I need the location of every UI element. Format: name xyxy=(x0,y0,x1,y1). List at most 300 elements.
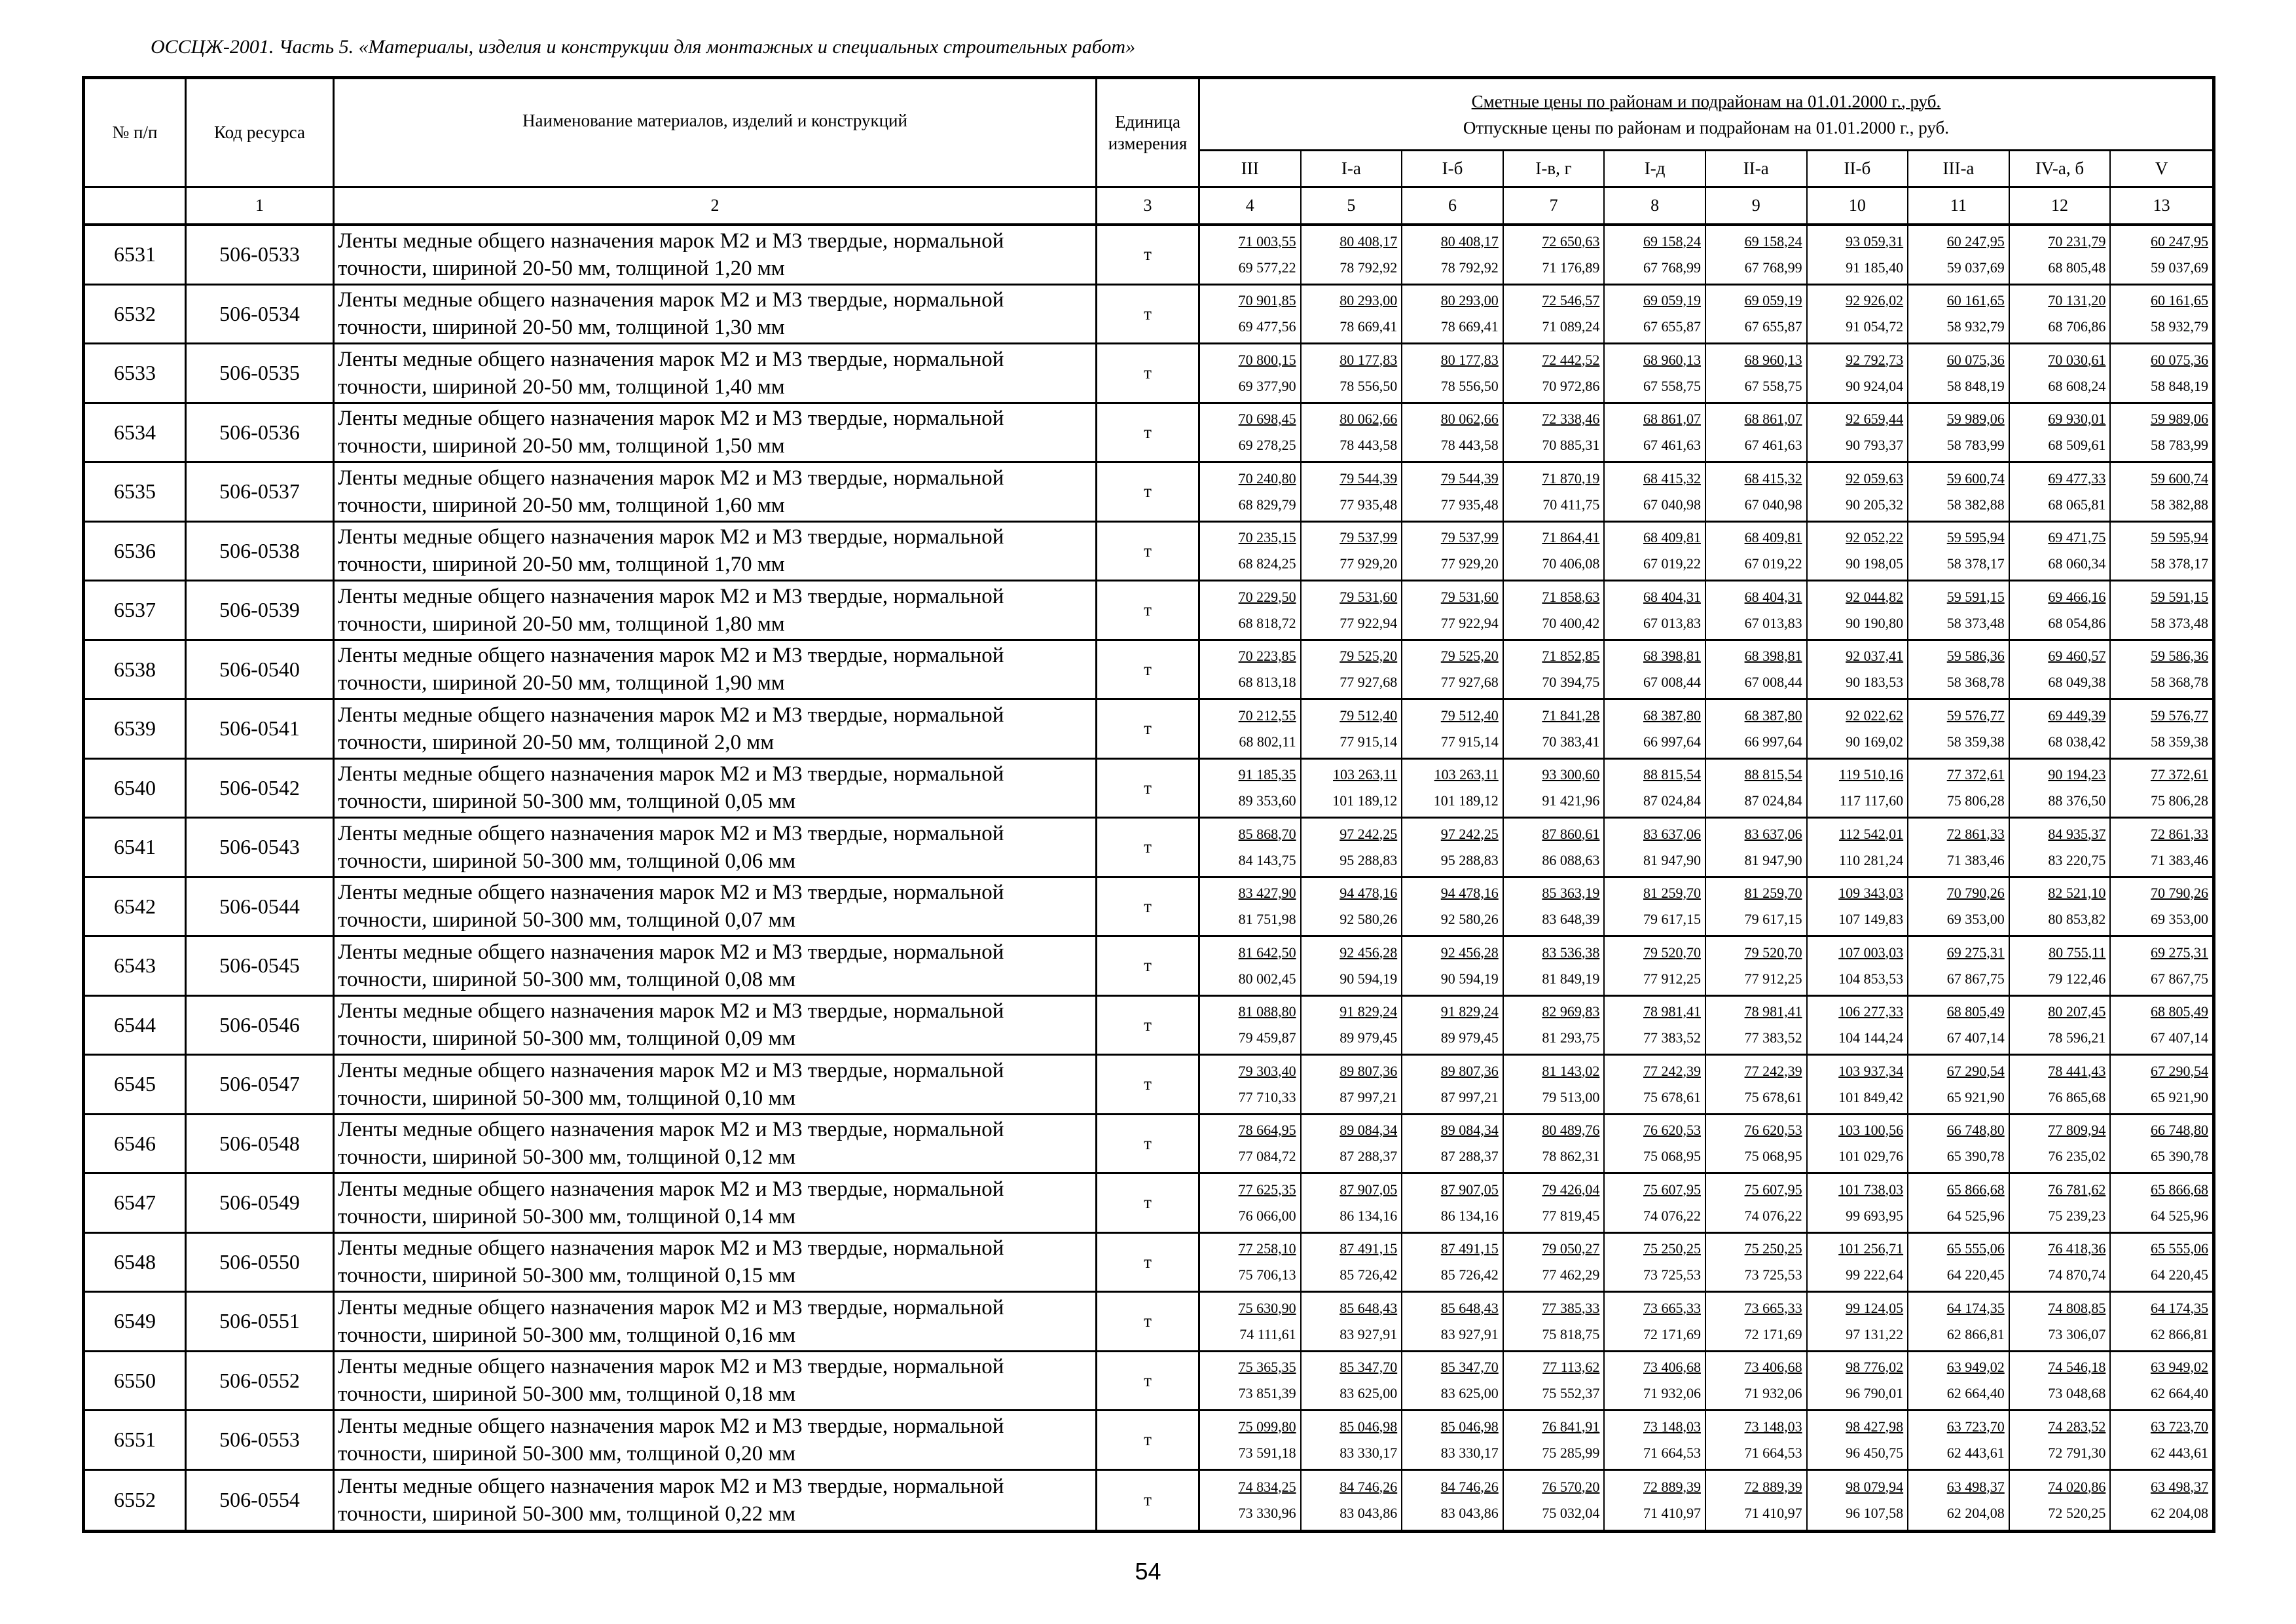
release-price: 90 924,04 xyxy=(1846,377,1904,394)
release-price: 80 853,82 xyxy=(2048,911,2106,928)
price-cell xyxy=(2010,997,2111,1054)
price-cell xyxy=(1302,997,1403,1054)
release-price: 86 134,16 xyxy=(1440,1207,1499,1224)
estimated-price: 59 591,15 xyxy=(2150,588,2208,605)
release-price: 96 790,01 xyxy=(1846,1385,1904,1402)
price-cell xyxy=(1808,1471,1909,1530)
unit-of-measure: т xyxy=(1097,1293,1200,1350)
column-number: 1 xyxy=(187,188,335,226)
estimated-price: 64 174,35 xyxy=(2150,1299,2208,1316)
estimated-price: 60 161,65 xyxy=(2150,292,2208,309)
release-price: 79 513,00 xyxy=(1542,1088,1600,1105)
resource-code: 506-0549 xyxy=(187,1174,335,1232)
release-price: 72 171,69 xyxy=(1643,1325,1701,1342)
release-price: 77 912,25 xyxy=(1643,970,1701,987)
price-cell xyxy=(1808,226,1909,284)
estimated-price: 73 148,03 xyxy=(1643,1418,1701,1435)
estimated-price: 72 546,57 xyxy=(1542,292,1600,309)
release-price: 62 664,40 xyxy=(2150,1385,2208,1402)
release-price: 81 947,90 xyxy=(1643,851,1701,868)
price-cell xyxy=(1706,819,1808,876)
price-cell xyxy=(1402,878,1504,936)
price-cell xyxy=(1402,1174,1504,1232)
row-number: 6548 xyxy=(85,1234,187,1291)
estimated-price: 77 372,61 xyxy=(2150,766,2208,783)
price-cell xyxy=(2010,1411,2111,1469)
price-cell xyxy=(1302,1352,1403,1410)
item-name xyxy=(335,1293,1097,1350)
estimated-price: 71 003,55 xyxy=(1238,232,1296,249)
estimated-price: 79 544,39 xyxy=(1440,470,1499,487)
release-price: 71 176,89 xyxy=(1542,259,1600,276)
price-cell xyxy=(1402,819,1504,876)
price-cell xyxy=(1706,1293,1808,1350)
price-cell xyxy=(1808,581,1909,639)
price-cell xyxy=(1200,1234,1302,1291)
release-price: 87 024,84 xyxy=(1744,792,1802,809)
estimated-price: 70 212,55 xyxy=(1238,707,1296,724)
estimated-price: 65 555,06 xyxy=(1946,1240,2005,1257)
estimated-price: 78 981,41 xyxy=(1643,1003,1701,1020)
region-header: III xyxy=(1200,151,1302,188)
release-price: 68 824,25 xyxy=(1238,555,1296,572)
item-name-line: точности, шириной 20-50 мм, толщиной 2,0 мм xyxy=(338,730,774,754)
estimated-price: 70 030,61 xyxy=(2048,351,2106,368)
price-cell xyxy=(1706,1056,1808,1113)
column-number: 12 xyxy=(2010,188,2111,226)
release-price: 70 394,75 xyxy=(1542,674,1600,691)
price-cell xyxy=(1706,226,1808,284)
table-row xyxy=(85,581,2212,641)
price-cell xyxy=(1504,1174,1605,1232)
estimated-price: 98 427,98 xyxy=(1846,1418,1904,1435)
region-header: I-б xyxy=(1402,151,1504,188)
column-number: 13 xyxy=(2111,188,2212,226)
estimated-price: 68 409,81 xyxy=(1744,529,1802,546)
price-cell xyxy=(1908,344,2010,402)
release-price: 62 443,61 xyxy=(1946,1444,2005,1461)
release-price: 71 383,46 xyxy=(2150,851,2208,868)
price-cell xyxy=(2010,700,2111,758)
price-cell xyxy=(1302,523,1403,580)
price-cell xyxy=(1302,1234,1403,1291)
estimated-price: 79 520,70 xyxy=(1744,944,1802,961)
header-release-prices: Отпускные цены по районам и подрайонам на 01.01.2000 г., руб. xyxy=(1463,117,1950,138)
unit-of-measure: т xyxy=(1097,1411,1200,1469)
price-cell xyxy=(1200,1411,1302,1469)
release-price: 77 935,48 xyxy=(1339,496,1398,513)
release-price: 62 866,81 xyxy=(2150,1325,2208,1342)
price-cell xyxy=(2111,1411,2212,1469)
release-price: 75 806,28 xyxy=(1946,792,2005,809)
table-row xyxy=(85,937,2212,997)
release-price: 96 450,75 xyxy=(1846,1444,1904,1461)
item-name xyxy=(335,937,1097,995)
price-cell xyxy=(1504,226,1605,284)
estimated-price: 80 177,83 xyxy=(1440,351,1499,368)
unit-of-measure: т xyxy=(1097,819,1200,876)
price-cell xyxy=(1504,1056,1605,1113)
release-price: 70 406,08 xyxy=(1542,555,1600,572)
item-name xyxy=(335,997,1097,1054)
estimated-price: 68 387,80 xyxy=(1744,707,1802,724)
item-name xyxy=(335,1234,1097,1291)
release-price: 83 927,91 xyxy=(1339,1325,1398,1342)
release-price: 117 117,60 xyxy=(1839,792,1904,809)
table-row xyxy=(85,1411,2212,1471)
price-cell xyxy=(1706,344,1808,402)
item-name-line: Ленты медные общего назначения марок М2 и М3 твердые, нормальной xyxy=(338,703,1004,727)
item-name xyxy=(335,760,1097,817)
release-price: 83 625,00 xyxy=(1440,1385,1499,1402)
price-cell xyxy=(1302,226,1403,284)
release-price: 74 870,74 xyxy=(2048,1266,2106,1283)
release-price: 90 198,05 xyxy=(1846,555,1904,572)
table-row xyxy=(85,1115,2212,1175)
estimated-price: 77 242,39 xyxy=(1744,1062,1802,1079)
resource-code: 506-0535 xyxy=(187,344,335,402)
release-price: 71 410,97 xyxy=(1744,1504,1802,1521)
price-cell xyxy=(1605,404,1706,462)
price-cell xyxy=(1605,1056,1706,1113)
item-name-line: Ленты медные общего назначения марок М2 и М3 твердые, нормальной xyxy=(338,821,1004,845)
estimated-price: 66 748,80 xyxy=(2150,1122,2208,1139)
price-cell xyxy=(2010,523,2111,580)
price-cell xyxy=(1402,286,1504,343)
estimated-price: 90 194,23 xyxy=(2048,766,2106,783)
price-cell xyxy=(1605,463,1706,521)
release-price: 74 111,61 xyxy=(1239,1325,1296,1342)
release-price: 67 040,98 xyxy=(1744,496,1802,513)
release-price: 83 927,91 xyxy=(1440,1325,1499,1342)
estimated-price: 77 372,61 xyxy=(1946,766,2005,783)
release-price: 75 806,28 xyxy=(2150,792,2208,809)
release-price: 75 032,04 xyxy=(1542,1504,1600,1521)
estimated-price: 70 790,26 xyxy=(1946,885,2005,902)
release-price: 69 577,22 xyxy=(1238,259,1296,276)
estimated-price: 75 607,95 xyxy=(1744,1181,1802,1198)
estimated-price: 101 256,71 xyxy=(1838,1240,1904,1257)
release-price: 71 410,97 xyxy=(1643,1504,1701,1521)
price-cell xyxy=(2010,463,2111,521)
price-cell xyxy=(1200,1174,1302,1232)
release-price: 83 648,39 xyxy=(1542,911,1600,928)
price-cell xyxy=(1504,1293,1605,1350)
row-number: 6544 xyxy=(85,997,187,1054)
release-price: 86 134,16 xyxy=(1339,1207,1398,1224)
unit-of-measure: т xyxy=(1097,581,1200,639)
estimated-price: 83 637,06 xyxy=(1643,825,1701,842)
price-cell xyxy=(1605,1234,1706,1291)
estimated-price: 92 926,02 xyxy=(1846,292,1904,309)
estimated-price: 59 576,77 xyxy=(2150,707,2208,724)
price-cell xyxy=(1200,523,1302,580)
release-price: 78 792,92 xyxy=(1440,259,1499,276)
price-cell xyxy=(1706,700,1808,758)
estimated-price: 83 637,06 xyxy=(1744,825,1802,842)
estimated-price: 79 544,39 xyxy=(1339,470,1398,487)
price-cell xyxy=(1504,760,1605,817)
estimated-price: 68 409,81 xyxy=(1643,529,1701,546)
estimated-price: 74 283,52 xyxy=(2048,1418,2106,1435)
release-price: 101 029,76 xyxy=(1838,1148,1904,1165)
estimated-price: 63 949,02 xyxy=(2150,1359,2208,1376)
price-cell xyxy=(1908,878,2010,936)
item-name-line: точности, шириной 20-50 мм, толщиной 1,30 мм xyxy=(338,316,785,340)
price-cell xyxy=(1302,1293,1403,1350)
price-cell xyxy=(1200,404,1302,462)
price-cell xyxy=(1605,878,1706,936)
item-name xyxy=(335,286,1097,343)
price-cell xyxy=(1605,1411,1706,1469)
price-cell xyxy=(1402,344,1504,402)
release-price: 77 929,20 xyxy=(1440,555,1499,572)
price-cell xyxy=(1504,581,1605,639)
estimated-price: 65 555,06 xyxy=(2150,1240,2208,1257)
price-cell xyxy=(2010,1471,2111,1530)
estimated-price: 68 960,13 xyxy=(1744,351,1802,368)
price-cell xyxy=(1200,581,1302,639)
item-name-line: Ленты медные общего назначения марок М2 и М3 твердые, нормальной xyxy=(338,940,1004,964)
resource-code: 506-0544 xyxy=(187,878,335,936)
item-name xyxy=(335,1352,1097,1410)
price-cell xyxy=(1504,997,1605,1054)
resource-code: 506-0537 xyxy=(187,463,335,521)
resource-code: 506-0554 xyxy=(187,1471,335,1530)
release-price: 104 144,24 xyxy=(1838,1029,1904,1046)
estimated-price: 74 546,18 xyxy=(2048,1359,2106,1376)
release-price: 87 288,37 xyxy=(1440,1148,1499,1165)
estimated-price: 106 277,33 xyxy=(1838,1003,1904,1020)
price-cell xyxy=(1908,1411,2010,1469)
price-cell xyxy=(2010,641,2111,699)
release-price: 64 525,96 xyxy=(2150,1207,2208,1224)
unit-of-measure: т xyxy=(1097,404,1200,462)
release-price: 78 862,31 xyxy=(1542,1148,1600,1165)
release-price: 77 383,52 xyxy=(1744,1029,1802,1046)
estimated-price: 79 520,70 xyxy=(1643,944,1701,961)
table-row xyxy=(85,1174,2212,1234)
price-cell xyxy=(1808,878,1909,936)
price-cell xyxy=(1706,1471,1808,1530)
release-price: 72 791,30 xyxy=(2048,1444,2106,1461)
release-price: 62 664,40 xyxy=(1946,1385,2005,1402)
price-cell xyxy=(1302,641,1403,699)
estimated-price: 68 387,80 xyxy=(1643,707,1701,724)
estimated-price: 89 807,36 xyxy=(1440,1062,1499,1079)
estimated-price: 75 365,35 xyxy=(1238,1359,1296,1376)
estimated-price: 70 131,20 xyxy=(2048,292,2106,309)
price-cell xyxy=(2111,819,2212,876)
price-cell xyxy=(1302,1411,1403,1469)
price-cell xyxy=(2111,1115,2212,1173)
release-price: 87 997,21 xyxy=(1339,1088,1398,1105)
price-table xyxy=(82,76,2215,1533)
release-price: 67 008,44 xyxy=(1744,674,1802,691)
release-price: 65 921,90 xyxy=(1946,1088,2005,1105)
price-cell xyxy=(2010,286,2111,343)
estimated-price: 70 229,50 xyxy=(1238,588,1296,605)
item-name-line: точности, шириной 50-300 мм, толщиной 0,20 мм xyxy=(338,1441,796,1466)
estimated-price: 69 158,24 xyxy=(1643,232,1701,249)
price-cell xyxy=(1402,1234,1504,1291)
estimated-price: 73 665,33 xyxy=(1744,1299,1802,1316)
release-price: 71 932,06 xyxy=(1643,1385,1701,1402)
price-cell xyxy=(2111,878,2212,936)
price-cell xyxy=(1808,700,1909,758)
price-cell xyxy=(1706,997,1808,1054)
estimated-price: 77 258,10 xyxy=(1238,1240,1296,1257)
estimated-price: 87 860,61 xyxy=(1542,825,1600,842)
release-price: 101 189,12 xyxy=(1433,792,1499,809)
price-cell xyxy=(1504,819,1605,876)
price-cell xyxy=(1605,1174,1706,1232)
estimated-price: 84 746,26 xyxy=(1440,1478,1499,1495)
release-price: 66 997,64 xyxy=(1643,733,1701,750)
item-name xyxy=(335,1115,1097,1173)
price-cell xyxy=(1605,700,1706,758)
price-cell xyxy=(1908,286,2010,343)
estimated-price: 59 989,06 xyxy=(2150,411,2208,428)
release-price: 78 443,58 xyxy=(1339,437,1398,454)
estimated-price: 76 570,20 xyxy=(1542,1478,1600,1495)
header-item-name: Наименование материалов, изделий и конструкций xyxy=(335,79,1097,188)
price-cell xyxy=(1706,937,1808,995)
column-number: 6 xyxy=(1402,188,1504,226)
estimated-price: 76 841,91 xyxy=(1542,1418,1600,1435)
estimated-price: 89 084,34 xyxy=(1440,1122,1499,1139)
estimated-price: 70 240,80 xyxy=(1238,470,1296,487)
release-price: 71 932,06 xyxy=(1744,1385,1802,1402)
price-cell xyxy=(1908,581,2010,639)
row-number: 6542 xyxy=(85,878,187,936)
release-price: 75 285,99 xyxy=(1542,1444,1600,1461)
release-price: 67 008,44 xyxy=(1643,674,1701,691)
release-price: 67 407,14 xyxy=(1946,1029,2005,1046)
estimated-price: 91 185,35 xyxy=(1238,766,1296,783)
price-cell xyxy=(1402,1471,1504,1530)
price-cell xyxy=(1808,997,1909,1054)
estimated-price: 80 293,00 xyxy=(1440,292,1499,309)
release-price: 90 594,19 xyxy=(1339,970,1398,987)
estimated-price: 97 242,25 xyxy=(1339,825,1398,842)
release-price: 67 867,75 xyxy=(1946,970,2005,987)
estimated-price: 81 088,80 xyxy=(1238,1003,1296,1020)
price-cell xyxy=(1200,641,1302,699)
price-cell xyxy=(1302,1115,1403,1173)
item-name-line: Ленты медные общего назначения марок М2 и М3 твердые, нормальной xyxy=(338,525,1004,549)
release-price: 68 049,38 xyxy=(2048,674,2106,691)
estimated-price: 85 363,19 xyxy=(1542,885,1600,902)
release-price: 73 725,53 xyxy=(1744,1266,1802,1283)
table-row xyxy=(85,404,2212,464)
estimated-price: 109 343,03 xyxy=(1838,885,1904,902)
release-price: 99 693,95 xyxy=(1846,1207,1904,1224)
estimated-price: 69 466,16 xyxy=(2048,588,2106,605)
release-price: 110 281,24 xyxy=(1838,851,1904,868)
region-header: I-а xyxy=(1302,151,1403,188)
release-price: 67 558,75 xyxy=(1744,377,1802,394)
estimated-price: 81 143,02 xyxy=(1542,1062,1600,1079)
estimated-price: 84 746,26 xyxy=(1339,1478,1398,1495)
estimated-price: 79 531,60 xyxy=(1440,588,1499,605)
estimated-price: 79 512,40 xyxy=(1440,707,1499,724)
release-price: 71 383,46 xyxy=(1946,851,2005,868)
release-price: 67 019,22 xyxy=(1744,555,1802,572)
estimated-price: 79 525,20 xyxy=(1440,648,1499,665)
estimated-price: 59 595,94 xyxy=(1946,529,2005,546)
release-price: 67 558,75 xyxy=(1643,377,1701,394)
estimated-price: 97 242,25 xyxy=(1440,825,1499,842)
price-cell xyxy=(2010,1174,2111,1232)
release-price: 81 751,98 xyxy=(1238,911,1296,928)
price-cell xyxy=(1605,581,1706,639)
estimated-price: 92 052,22 xyxy=(1846,529,1904,546)
estimated-price: 67 290,54 xyxy=(2150,1062,2208,1079)
estimated-price: 89 807,36 xyxy=(1339,1062,1398,1079)
release-price: 90 594,19 xyxy=(1440,970,1499,987)
price-cell xyxy=(1504,878,1605,936)
price-cell xyxy=(2010,1352,2111,1410)
table-row xyxy=(85,463,2212,523)
price-cell xyxy=(1302,1471,1403,1530)
price-cell xyxy=(1200,226,1302,284)
release-price: 90 183,53 xyxy=(1846,674,1904,691)
release-price: 79 617,15 xyxy=(1643,911,1701,928)
release-price: 69 353,00 xyxy=(1946,911,2005,928)
row-number: 6535 xyxy=(85,463,187,521)
estimated-price: 69 275,31 xyxy=(2150,944,2208,961)
estimated-price: 79 512,40 xyxy=(1339,707,1398,724)
item-name-line: Ленты медные общего назначения марок М2 и М3 твердые, нормальной xyxy=(338,407,1004,431)
price-cell xyxy=(1908,700,2010,758)
price-cell xyxy=(1908,937,2010,995)
release-price: 97 131,22 xyxy=(1846,1325,1904,1342)
price-cell xyxy=(2111,997,2212,1054)
release-price: 67 655,87 xyxy=(1744,318,1802,335)
estimated-price: 75 099,80 xyxy=(1238,1418,1296,1435)
resource-code: 506-0548 xyxy=(187,1115,335,1173)
release-price: 90 190,80 xyxy=(1846,614,1904,631)
item-name-line: точности, шириной 50-300 мм, толщиной 0,15 мм xyxy=(338,1264,796,1288)
price-cell xyxy=(1605,1471,1706,1530)
estimated-price: 119 510,16 xyxy=(1838,766,1904,783)
price-cell xyxy=(1706,1411,1808,1469)
item-name-line: Ленты медные общего назначения марок М2 и М3 твердые, нормальной xyxy=(338,584,1004,608)
estimated-price: 63 498,37 xyxy=(2150,1478,2208,1495)
unit-of-measure: т xyxy=(1097,937,1200,995)
release-price: 58 382,88 xyxy=(1946,496,2005,513)
price-cell xyxy=(2111,404,2212,462)
estimated-price: 66 748,80 xyxy=(1946,1122,2005,1139)
price-cell xyxy=(1908,404,2010,462)
release-price: 77 462,29 xyxy=(1542,1266,1600,1283)
price-cell xyxy=(1504,1411,1605,1469)
item-name-line: точности, шириной 50-300 мм, толщиной 0,16 мм xyxy=(338,1323,796,1347)
estimated-price: 103 263,11 xyxy=(1434,766,1499,783)
table-row xyxy=(85,1234,2212,1293)
resource-code: 506-0550 xyxy=(187,1234,335,1291)
price-cell xyxy=(2111,1174,2212,1232)
release-price: 68 805,48 xyxy=(2048,259,2106,276)
release-price: 70 411,75 xyxy=(1542,496,1600,513)
estimated-price: 59 600,74 xyxy=(2150,470,2208,487)
table-row xyxy=(85,819,2212,878)
column-number: 10 xyxy=(1808,188,1909,226)
price-cell xyxy=(1605,344,1706,402)
estimated-price: 80 408,17 xyxy=(1339,232,1398,249)
estimated-price: 77 113,62 xyxy=(1542,1359,1600,1376)
